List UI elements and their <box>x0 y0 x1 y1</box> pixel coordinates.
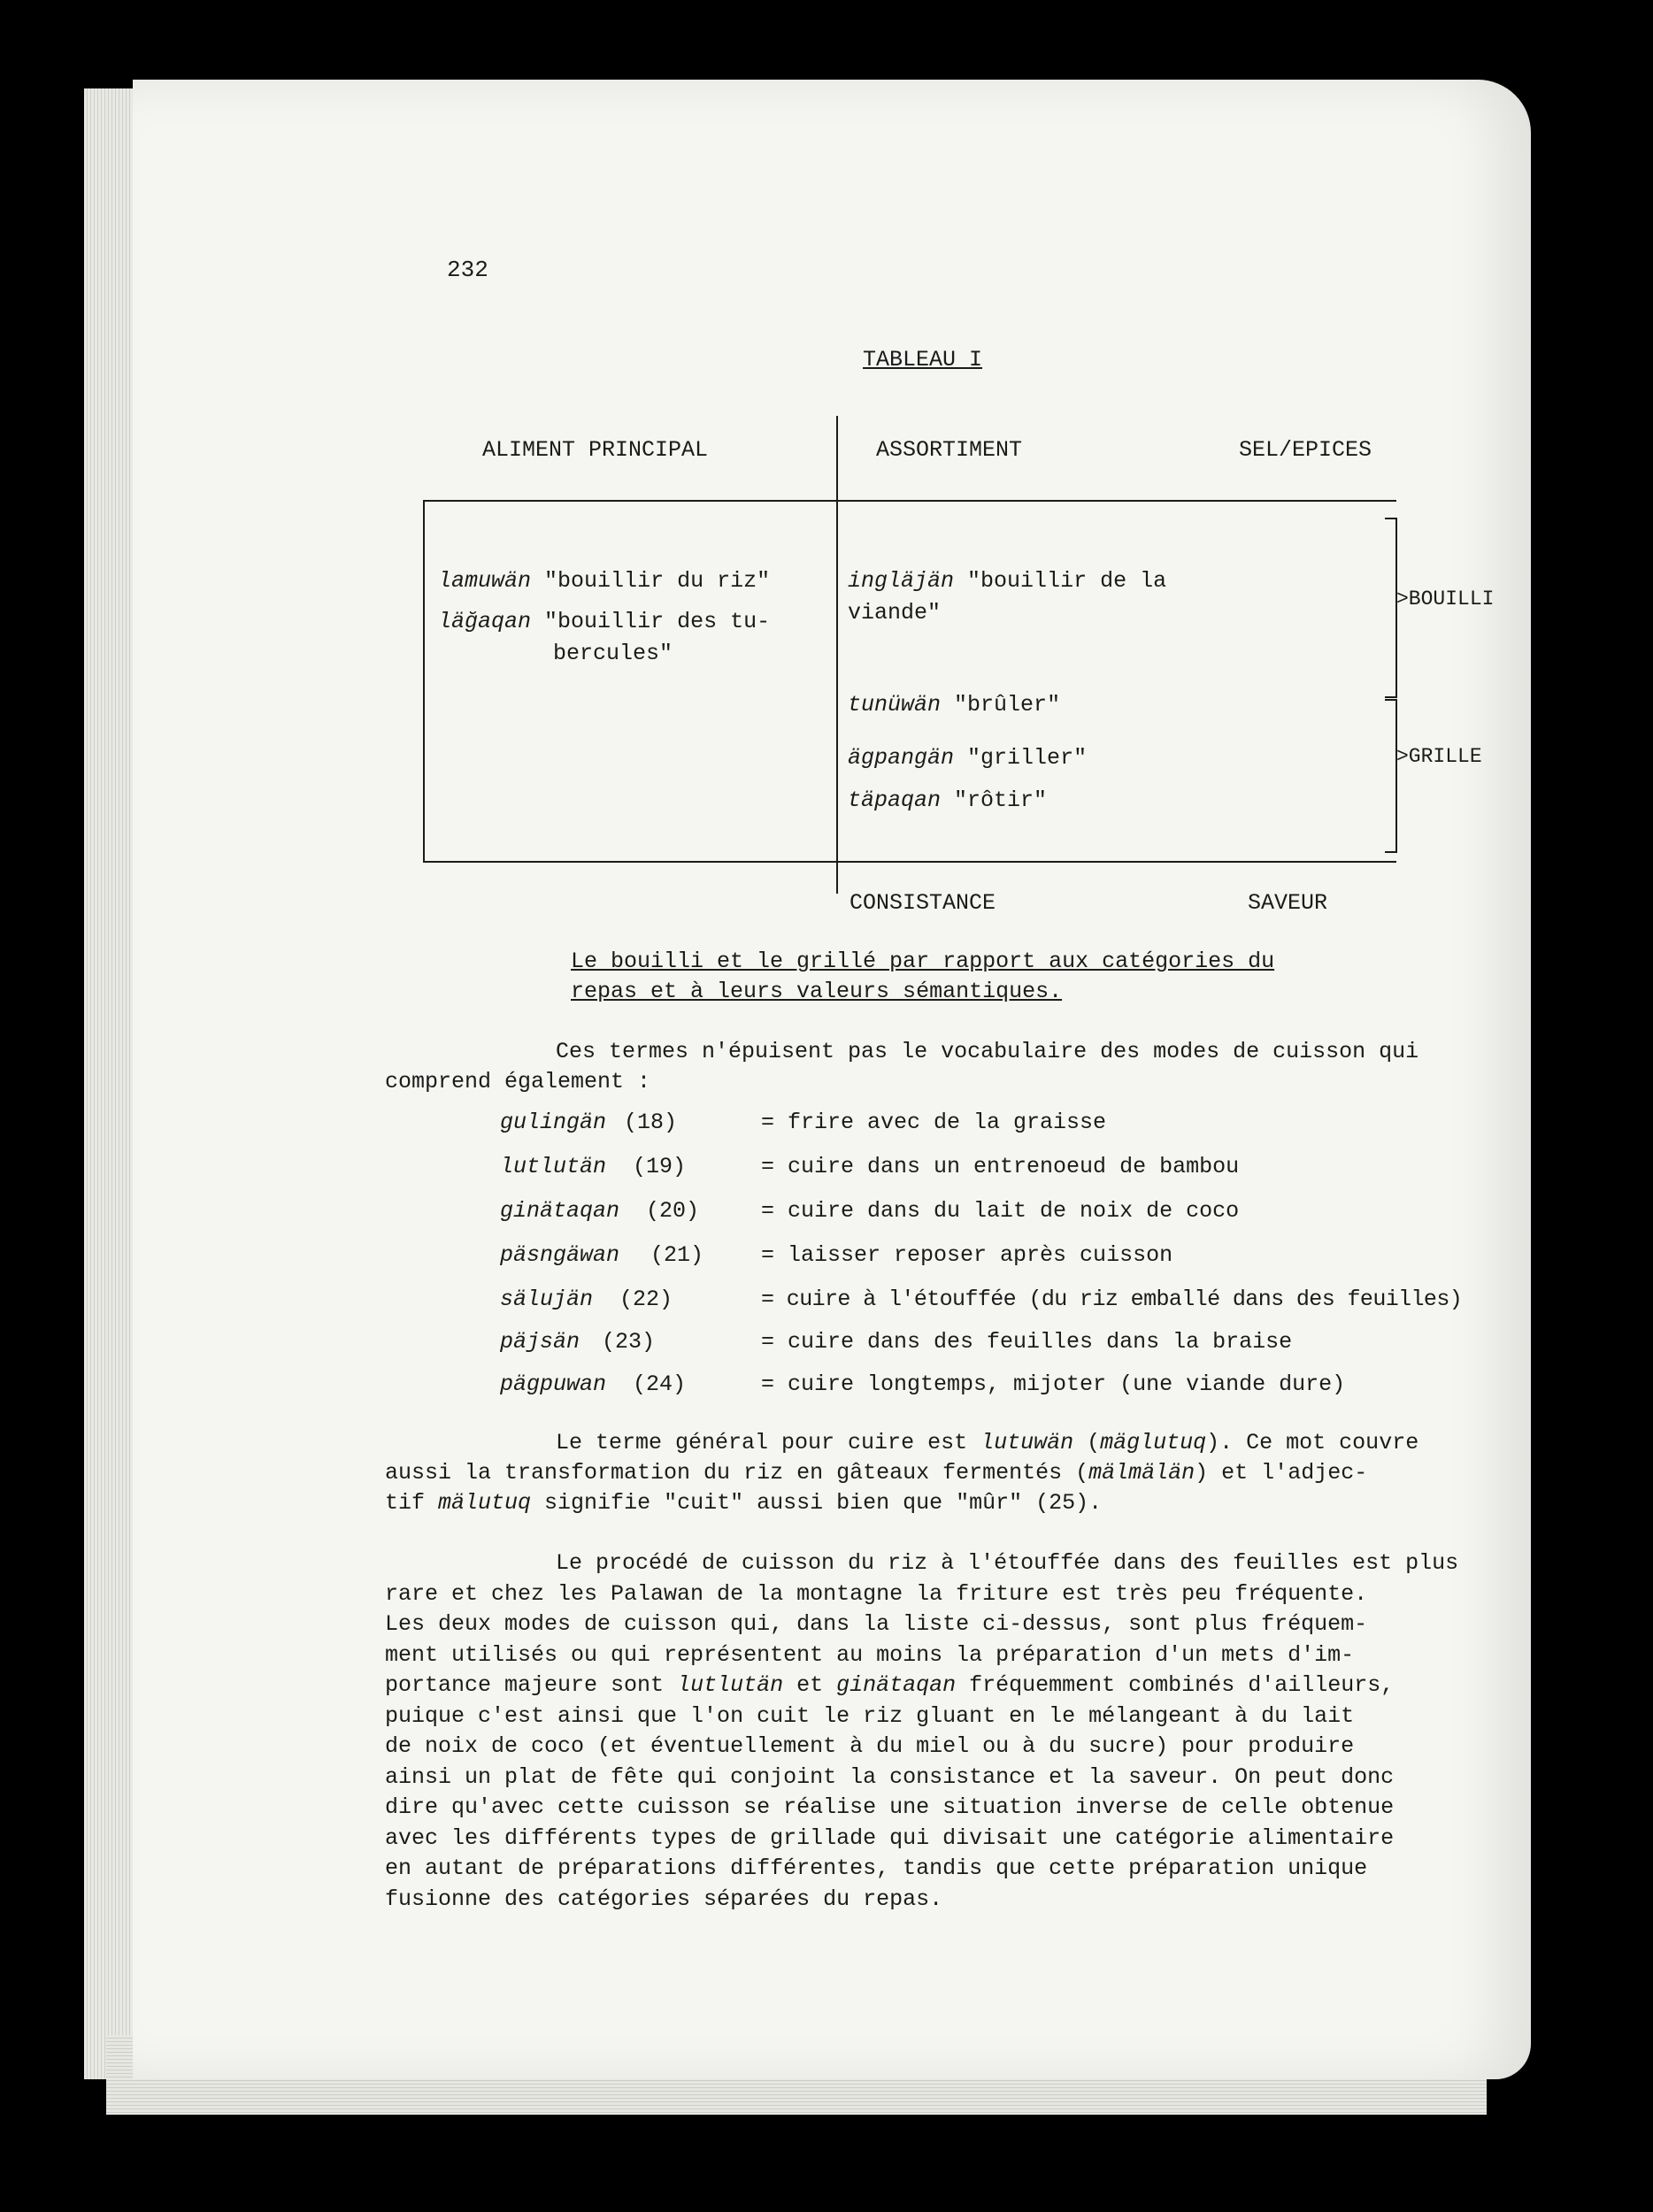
term: lutuwän <box>980 1430 1074 1455</box>
text: fréquemment combinés d'ailleurs, <box>956 1672 1395 1698</box>
header-aliment-principal: ALIMENT PRINCIPAL <box>482 437 709 463</box>
term-name: sälujän <box>500 1286 594 1312</box>
table-column-divider <box>836 416 838 894</box>
entry-tapaqan <box>848 786 1047 816</box>
label-grille: >GRILLE <box>1396 745 1482 768</box>
para2-line: puique c'est ainsi que l'on cuit le riz gluant en le mélangeant à du lait <box>385 1702 1355 1729</box>
text: signifie "cuit" aussi bien que "mûr" (25). <box>531 1490 1103 1516</box>
term: ingläjän <box>848 568 955 594</box>
text: aussi la transformation du riz en gâteaux fermentés ( <box>385 1460 1089 1486</box>
para2 <box>385 1548 1458 1915</box>
term: ginätaqan <box>836 1672 957 1698</box>
para2-line <box>385 1671 1458 1701</box>
term-num: (18) <box>624 1110 678 1135</box>
entry-agpangan <box>848 743 1087 773</box>
para2-line: rare et chez les Palawan de la montagne la friture est très peu fréquente. <box>385 1580 1368 1607</box>
para2-line: Le procédé de cuisson du riz à l'étouffée dans des feuilles est plus <box>556 1550 1459 1576</box>
intro-line-2: comprend également : <box>385 1069 651 1094</box>
term-def: = cuire dans du lait de noix de coco <box>761 1198 1240 1224</box>
term: tunüwän <box>848 692 942 718</box>
bracket-bouilli <box>1385 518 1397 698</box>
text: tif <box>385 1490 439 1516</box>
term-def: = cuire dans des feuilles dans la braise <box>761 1329 1293 1355</box>
term-num: (24) <box>633 1371 687 1397</box>
entry-inglajan-cont: viande" <box>848 600 942 626</box>
label-bouilli: >BOUILLI <box>1396 588 1495 611</box>
term-num: (19) <box>633 1154 687 1179</box>
term-name: pägpuwan <box>500 1371 607 1397</box>
term-def: = laisser reposer après cuisson <box>761 1242 1173 1268</box>
header-sel-epices: SEL/EPICES <box>1239 437 1372 463</box>
para2-line: fusionne des catégories séparées du repas. <box>385 1886 943 1912</box>
table-left-border <box>423 500 425 863</box>
term: läğaqan <box>438 609 532 634</box>
text: ). Ce mot couvre <box>1206 1430 1419 1455</box>
term: täpaqan <box>848 787 942 813</box>
text: ) et l'adjec- <box>1195 1460 1368 1486</box>
para2-line: ment utilisés ou qui représentent au moins la préparation d'un mets d'im- <box>385 1641 1355 1668</box>
entry-inglajan <box>848 566 1166 596</box>
term-num: (20) <box>646 1198 700 1224</box>
term-num: (21) <box>650 1242 704 1268</box>
text: et <box>783 1672 837 1698</box>
header-assortiment: ASSORTIMENT <box>876 437 1023 463</box>
page-number: 232 <box>447 257 488 283</box>
term-def: = cuire longtemps, mijoter (une viande dure) <box>761 1371 1346 1397</box>
para2-line: avec les différents types de grillade qui divisait une catégorie alimentaire <box>385 1824 1395 1851</box>
entry-lagaqan-cont: bercules" <box>553 641 673 666</box>
term-def: = cuire dans un entrenoeud de bambou <box>761 1154 1240 1179</box>
entry-tunuwan <box>848 690 1060 720</box>
gloss: "griller" <box>967 745 1088 771</box>
term-num: (23) <box>602 1329 656 1355</box>
para2-line: dire qu'avec cette cuisson se réalise une situation inverse de celle obtenue <box>385 1794 1395 1820</box>
table-bottom-rule <box>423 861 1396 863</box>
gloss: "bouillir de la <box>967 568 1167 594</box>
gloss: "rôtir" <box>954 787 1048 813</box>
text: portance majeure sont <box>385 1672 678 1698</box>
term: mäglutuq <box>1100 1430 1207 1455</box>
term-num: (22) <box>619 1286 673 1312</box>
text: Le terme général pour cuire est <box>556 1430 981 1455</box>
para2-line: de noix de coco (et éventuellement à du miel ou à du sucre) pour produire <box>385 1733 1355 1759</box>
para2-line: Les deux modes de cuisson qui, dans la liste ci-dessus, sont plus fréquem- <box>385 1611 1368 1637</box>
term-name: päsngäwan <box>500 1242 620 1268</box>
text: ( <box>1073 1430 1101 1455</box>
bracket-grille <box>1385 699 1397 853</box>
entry-lagaqan <box>438 607 770 637</box>
term-def: = frire avec de la graisse <box>761 1110 1107 1135</box>
para2-line: en autant de préparations différentes, tandis que cette préparation unique <box>385 1855 1368 1881</box>
gloss: "bouillir du riz" <box>544 568 771 594</box>
term: mälmälän <box>1088 1460 1196 1486</box>
para1-line-2 <box>385 1458 1367 1488</box>
intro-line-1: Ces termes n'épuisent pas le vocabulaire des modes de cuisson qui <box>556 1039 1419 1064</box>
term-name: lutlutän <box>500 1154 607 1179</box>
term-name: gulingän <box>500 1110 607 1135</box>
term: ägpangän <box>848 745 955 771</box>
caption-line-2: repas et à leurs valeurs sémantiques. <box>571 979 1063 1004</box>
term: lutlutän <box>677 1672 784 1698</box>
caption-line-1: Le bouilli et le grillé par rapport aux catégories du <box>571 949 1275 974</box>
term: mälutuq <box>438 1490 532 1516</box>
gloss: "brûler" <box>954 692 1061 718</box>
term-name: päjsän <box>500 1329 580 1355</box>
term: lamuwän <box>438 568 532 594</box>
para1-line-3 <box>385 1488 1102 1518</box>
footer-consistance: CONSISTANCE <box>850 890 996 916</box>
table-header-rule <box>423 500 1396 502</box>
gloss: "bouillir des tu- <box>544 609 771 634</box>
tableau-title: TABLEAU I <box>863 347 983 373</box>
para2-line: ainsi un plat de fête qui conjoint la consistance et la saveur. On peut donc <box>385 1763 1395 1790</box>
term-def: = cuire à l'étouffée (du riz emballé dans des feuilles) <box>761 1286 1463 1312</box>
para1-line-1 <box>556 1428 1419 1458</box>
term-name: ginätaqan <box>500 1198 620 1224</box>
entry-lamuwan <box>438 566 770 596</box>
footer-saveur: SAVEUR <box>1248 890 1328 916</box>
